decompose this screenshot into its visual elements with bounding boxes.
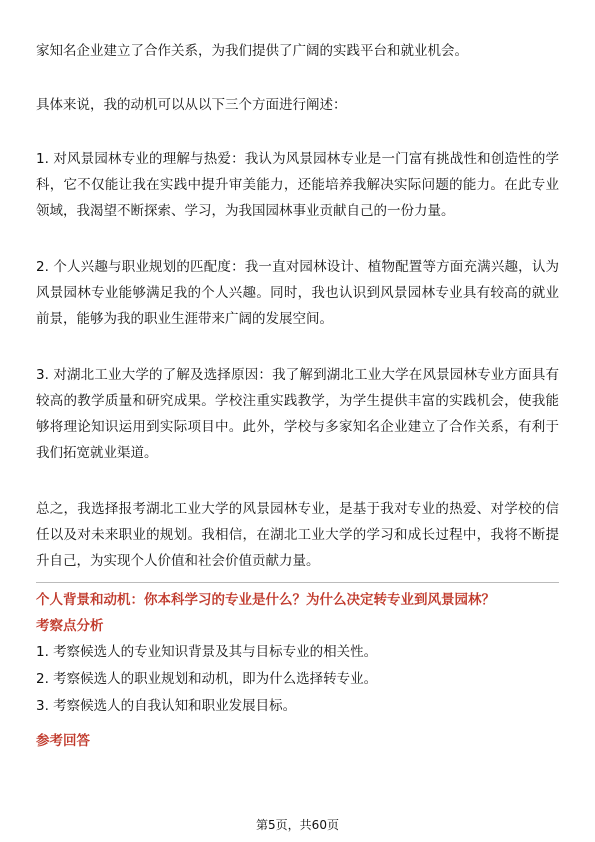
paragraph-point-1: 1. 对风景园林专业的理解与热爱：我认为风景园林专业是一门富有挑战性和创造性的学科，它不仅能让我在实践中提升审美能力，还能培养我解决实际问题的能力。在此专业领域，我渴望不断探索、学习，为我国园林事业贡献自己的一份力量。 [36,151,559,219]
analysis-title: 考察点分析 [36,618,104,634]
document-page [36,38,559,752]
analysis-point: 2. 考察候选人的职业规划和动机，即为什么选择转专业。 [36,671,378,687]
analysis-list [36,639,559,720]
paragraph-intro: 具体来说，我的动机可以从以下三个方面进行阐述： [36,97,347,113]
paragraph-conclusion: 总之，我选择报考湖北工业大学的风景园林专业，是基于我对专业的热爱、对学校的信任以及对未来职业的规划。我相信，在湖北工业大学的学习和成长过程中，我将不断提升自己，为实现个人价值和社会价值贡献力量。 [36,501,559,569]
paragraph-continuation: 家知名企业建立了合作关系，为我们提供了广阔的实践平台和就业机会。 [36,43,468,59]
analysis-point: 1. 考察候选人的专业知识背景及其与目标专业的相关性。 [36,644,378,660]
page-indicator: 第5页，共60页 [256,818,339,832]
reference-answer-title: 参考回答 [36,733,90,749]
question-title: 个人背景和动机：你本科学习的专业是什么？为什么决定转专业到风景园林？ [36,592,495,608]
paragraph-point-3: 3. 对湖北工业大学的了解及选择原因：我了解到湖北工业大学在风景园林专业方面具有较高的教学质量和研究成果。学校注重实践教学，为学生提供丰富的实践机会，使我能够将理论知识运用到实际项目中。此外，学校与多家知名企业建立了合作关系，有利于我们拓宽就业渠道。 [36,367,559,461]
paragraph-point-2: 2. 个人兴趣与职业规划的匹配度：我一直对园林设计、植物配置等方面充满兴趣，认为风景园林专业能够满足我的个人兴趣。同时，我也认识到风景园林专业具有较高的就业前景，能够为我的职业生涯带来广阔的发展空间。 [36,259,559,327]
section-divider [36,582,559,583]
analysis-point: 3. 考察候选人的自我认知和职业发展目标。 [36,698,297,714]
